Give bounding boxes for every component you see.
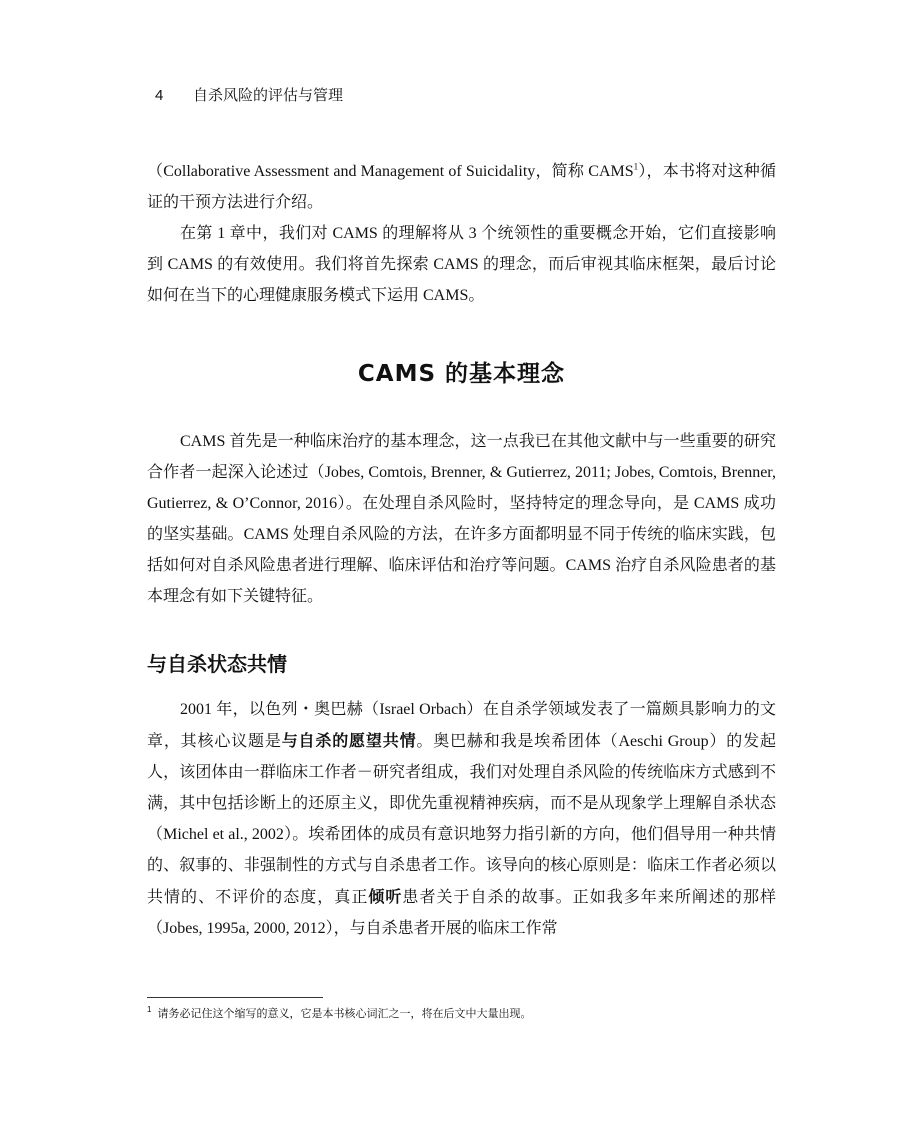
emphasis-empathy: 与自杀的愿望共情	[281, 731, 417, 750]
footnote-text: 请务必记住这个缩写的意义，它是本书核心词汇之一，将在后文中大量出现。	[157, 1008, 532, 1020]
subsection-text	[147, 694, 776, 944]
subsection-p1-text-a: 2001 年，以色列・奥巴赫（Israel Orbach）在自杀学领域发表了一篇颇具影响力的文章，其核心议题是	[147, 701, 776, 750]
intro-paragraph-2: 在第 1 章中，我们对 CAMS 的理解将从 3 个统领性的重要概念开始，它们直接影响到 CAMS 的有效使用。我们将首先探索 CAMS 的理念，而后审视其临床框架，最后讨论如何在当下的心理健康服务模式下运用 CAMS。	[147, 225, 776, 304]
subsection-heading: 与自杀状态共情	[147, 652, 287, 676]
subsection-p1-text-b: 。奥巴赫和我是埃希团体（Aeschi Group）的发起人，该团体由一群临床工作者－研究者组成，我们对处理自杀风险的传统临床方式感到不满，其中包括诊断上的还原主义，即优先重视精神疾病，而不是从现象学上理解自杀状态（Michel et al., 2002）。埃希团体的成员有意识地努力指引新的方向，他们倡导用一种共情的、叙事的、非强制性的方式与自杀患者工作。该导向的核心原则是：临床工作者必须以共情的、不评价的态度，真正	[147, 733, 776, 906]
running-head	[155, 84, 343, 105]
intro-paragraph-1	[147, 156, 776, 218]
subsection-p1-text-c: 患者关于自杀的故事。正如我多年来所阐述的那样（Jobes, 1995a, 2000, 2012），与自杀患者开展的临床工作常	[147, 889, 776, 937]
intro-p1-text-a: （Collaborative Assessment and Management of Suicidality，简称 CAMS	[147, 163, 634, 180]
section-paragraph-1: CAMS 首先是一种临床治疗的基本理念，这一点我已在其他文献中与一些重要的研究合作者一起深入论述过（Jobes, Comtois, Brenner, & Gutierrez, 2011; Jobes, Comtois, Brenner, Gutierrez, & O’Connor, 2016）。在处理自杀风险时，坚持特定的理念导向，是 CAMS 成功的坚实基础。CAMS 处理自杀风险的方法，在许多方面都明显不同于传统的临床实践，包括如何对自杀风险患者进行理解、临床评估和治疗等问题。CAMS 治疗自杀风险患者的基本理念有如下关键特征。	[147, 433, 776, 605]
footnote	[147, 1005, 531, 1021]
footnote-divider	[147, 997, 323, 998]
page-number: 4	[155, 87, 164, 104]
section-heading: CAMS 的基本理念	[357, 361, 566, 387]
subsection-paragraph-1	[147, 694, 776, 944]
intro-p1-text-b: ），本书将对这种循证的干预方法进行介绍。	[147, 163, 776, 211]
footnote-reference: 1	[633, 161, 639, 172]
section-text	[147, 426, 776, 612]
book-title: 自杀风险的评估与管理	[193, 87, 344, 104]
footnote-marker: 1	[147, 1005, 152, 1015]
intro-text	[147, 156, 776, 311]
emphasis-listen: 倾听	[368, 887, 403, 906]
